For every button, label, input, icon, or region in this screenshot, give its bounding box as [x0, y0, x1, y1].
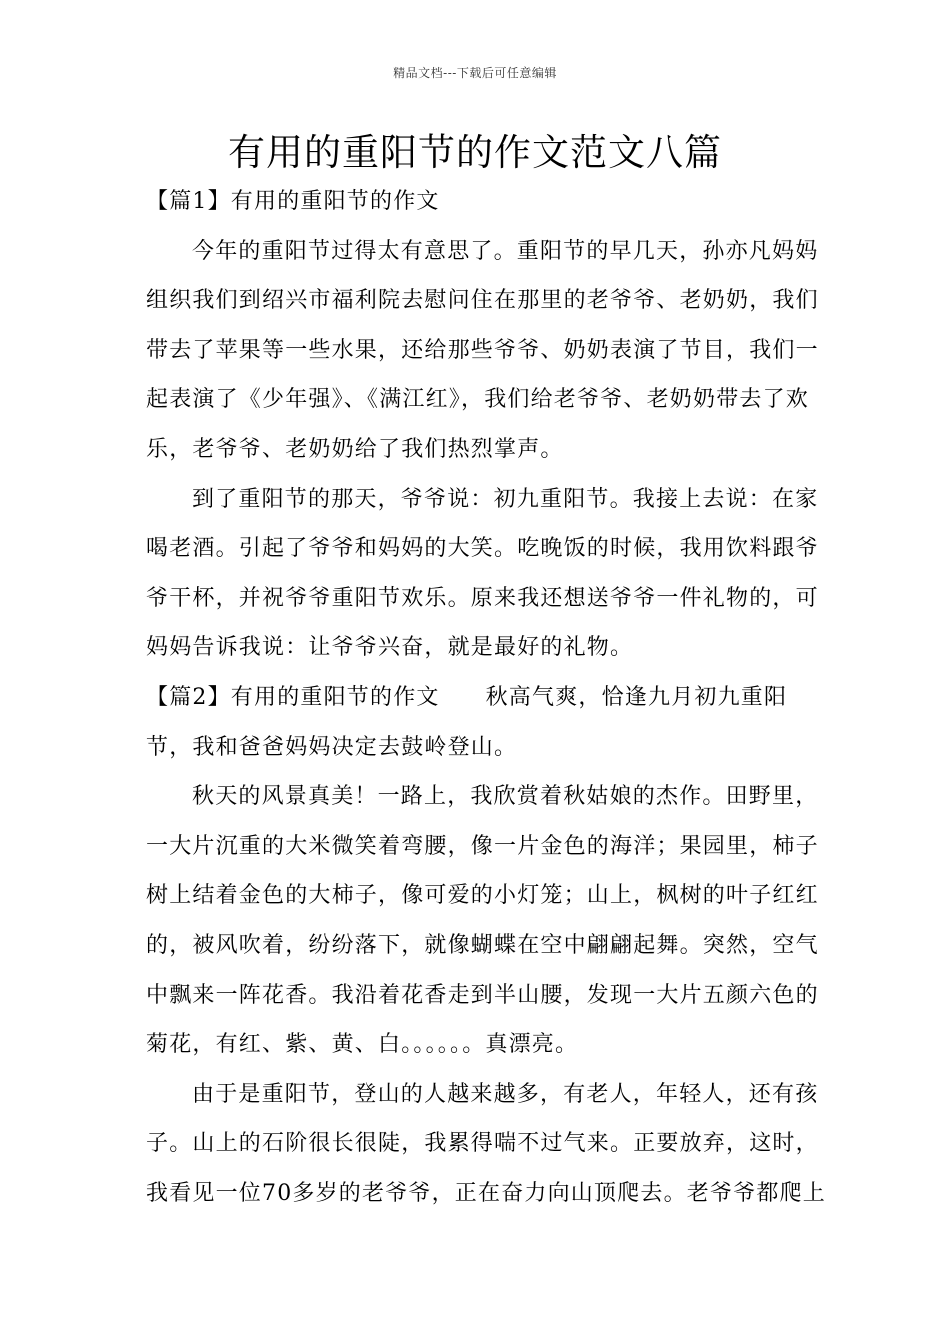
document-body [146, 177, 826, 1218]
section-2-paragraph-2: 秋天的风景真美！一路上，我欣赏着秋姑娘的杰作。田野里，一大片沉重的大米微笑着弯腰，像一片金色的海洋；果园里，柿子树上结着金色的大柿子，像可爱的小灯笼；山上，枫树的叶子红红的，被风吹着，纷纷落下，就像蝴蝶在空中翩翩起舞。突然，空气中飘来一阵花香。我沿着花香走到半山腰，发现一大片五颜六色的菊花，有红、紫、黄、白。。。。。。真漂亮。 [146, 784, 819, 1058]
section-2-heading: 【篇2】有用的重阳节的作文 [146, 684, 440, 710]
section-2-paragraph-1: 秋高气爽，恰逢九月初九重阳节，我和爸爸妈妈决定去鼓岭登山。 [146, 684, 788, 760]
document-title: 有用的重阳节的作文范文八篇 [228, 131, 722, 174]
section-1-heading: 【篇1】有用的重阳节的作文 [146, 189, 440, 214]
section-2-heading-line [146, 673, 826, 772]
header-note: 精品文档---下载后可任意编辑 [393, 66, 557, 80]
section-1-paragraph-1: 今年的重阳节过得太有意思了。重阳节的早几天，孙亦凡妈妈组织我们到绍兴市福利院去慰问住在那里的老爷爷、老奶奶，我们带去了苹果等一些水果，还给那些爷爷、奶奶表演了节目，我们一起表演了《少年强》、《满江红》，我们给老爷爷、老奶奶带去了欢乐，老爷爷、老奶奶给了我们热烈掌声。 [146, 238, 819, 462]
section-1-paragraph-2: 到了重阳节的那天，爷爷说：初九重阳节。我接上去说：在家喝老酒。引起了爷爷和妈妈的大笑。吃晚饭的时候，我用饮料跟爷爷干杯，并祝爷爷重阳节欢乐。原来我还想送爷爷一件礼物的，可妈妈告诉我说：让爷爷兴奋，就是最好的礼物。 [146, 486, 819, 661]
section-2-paragraph-3: 由于是重阳节，登山的人越来越多，有老人，年轻人，还有孩子。山上的石阶很长很陡，我累得喘不过气来。正要放弃，这时，我看见一位70多岁的老爷爷，正在奋力向山顶爬去。老爷爷都爬上 [146, 1081, 826, 1206]
